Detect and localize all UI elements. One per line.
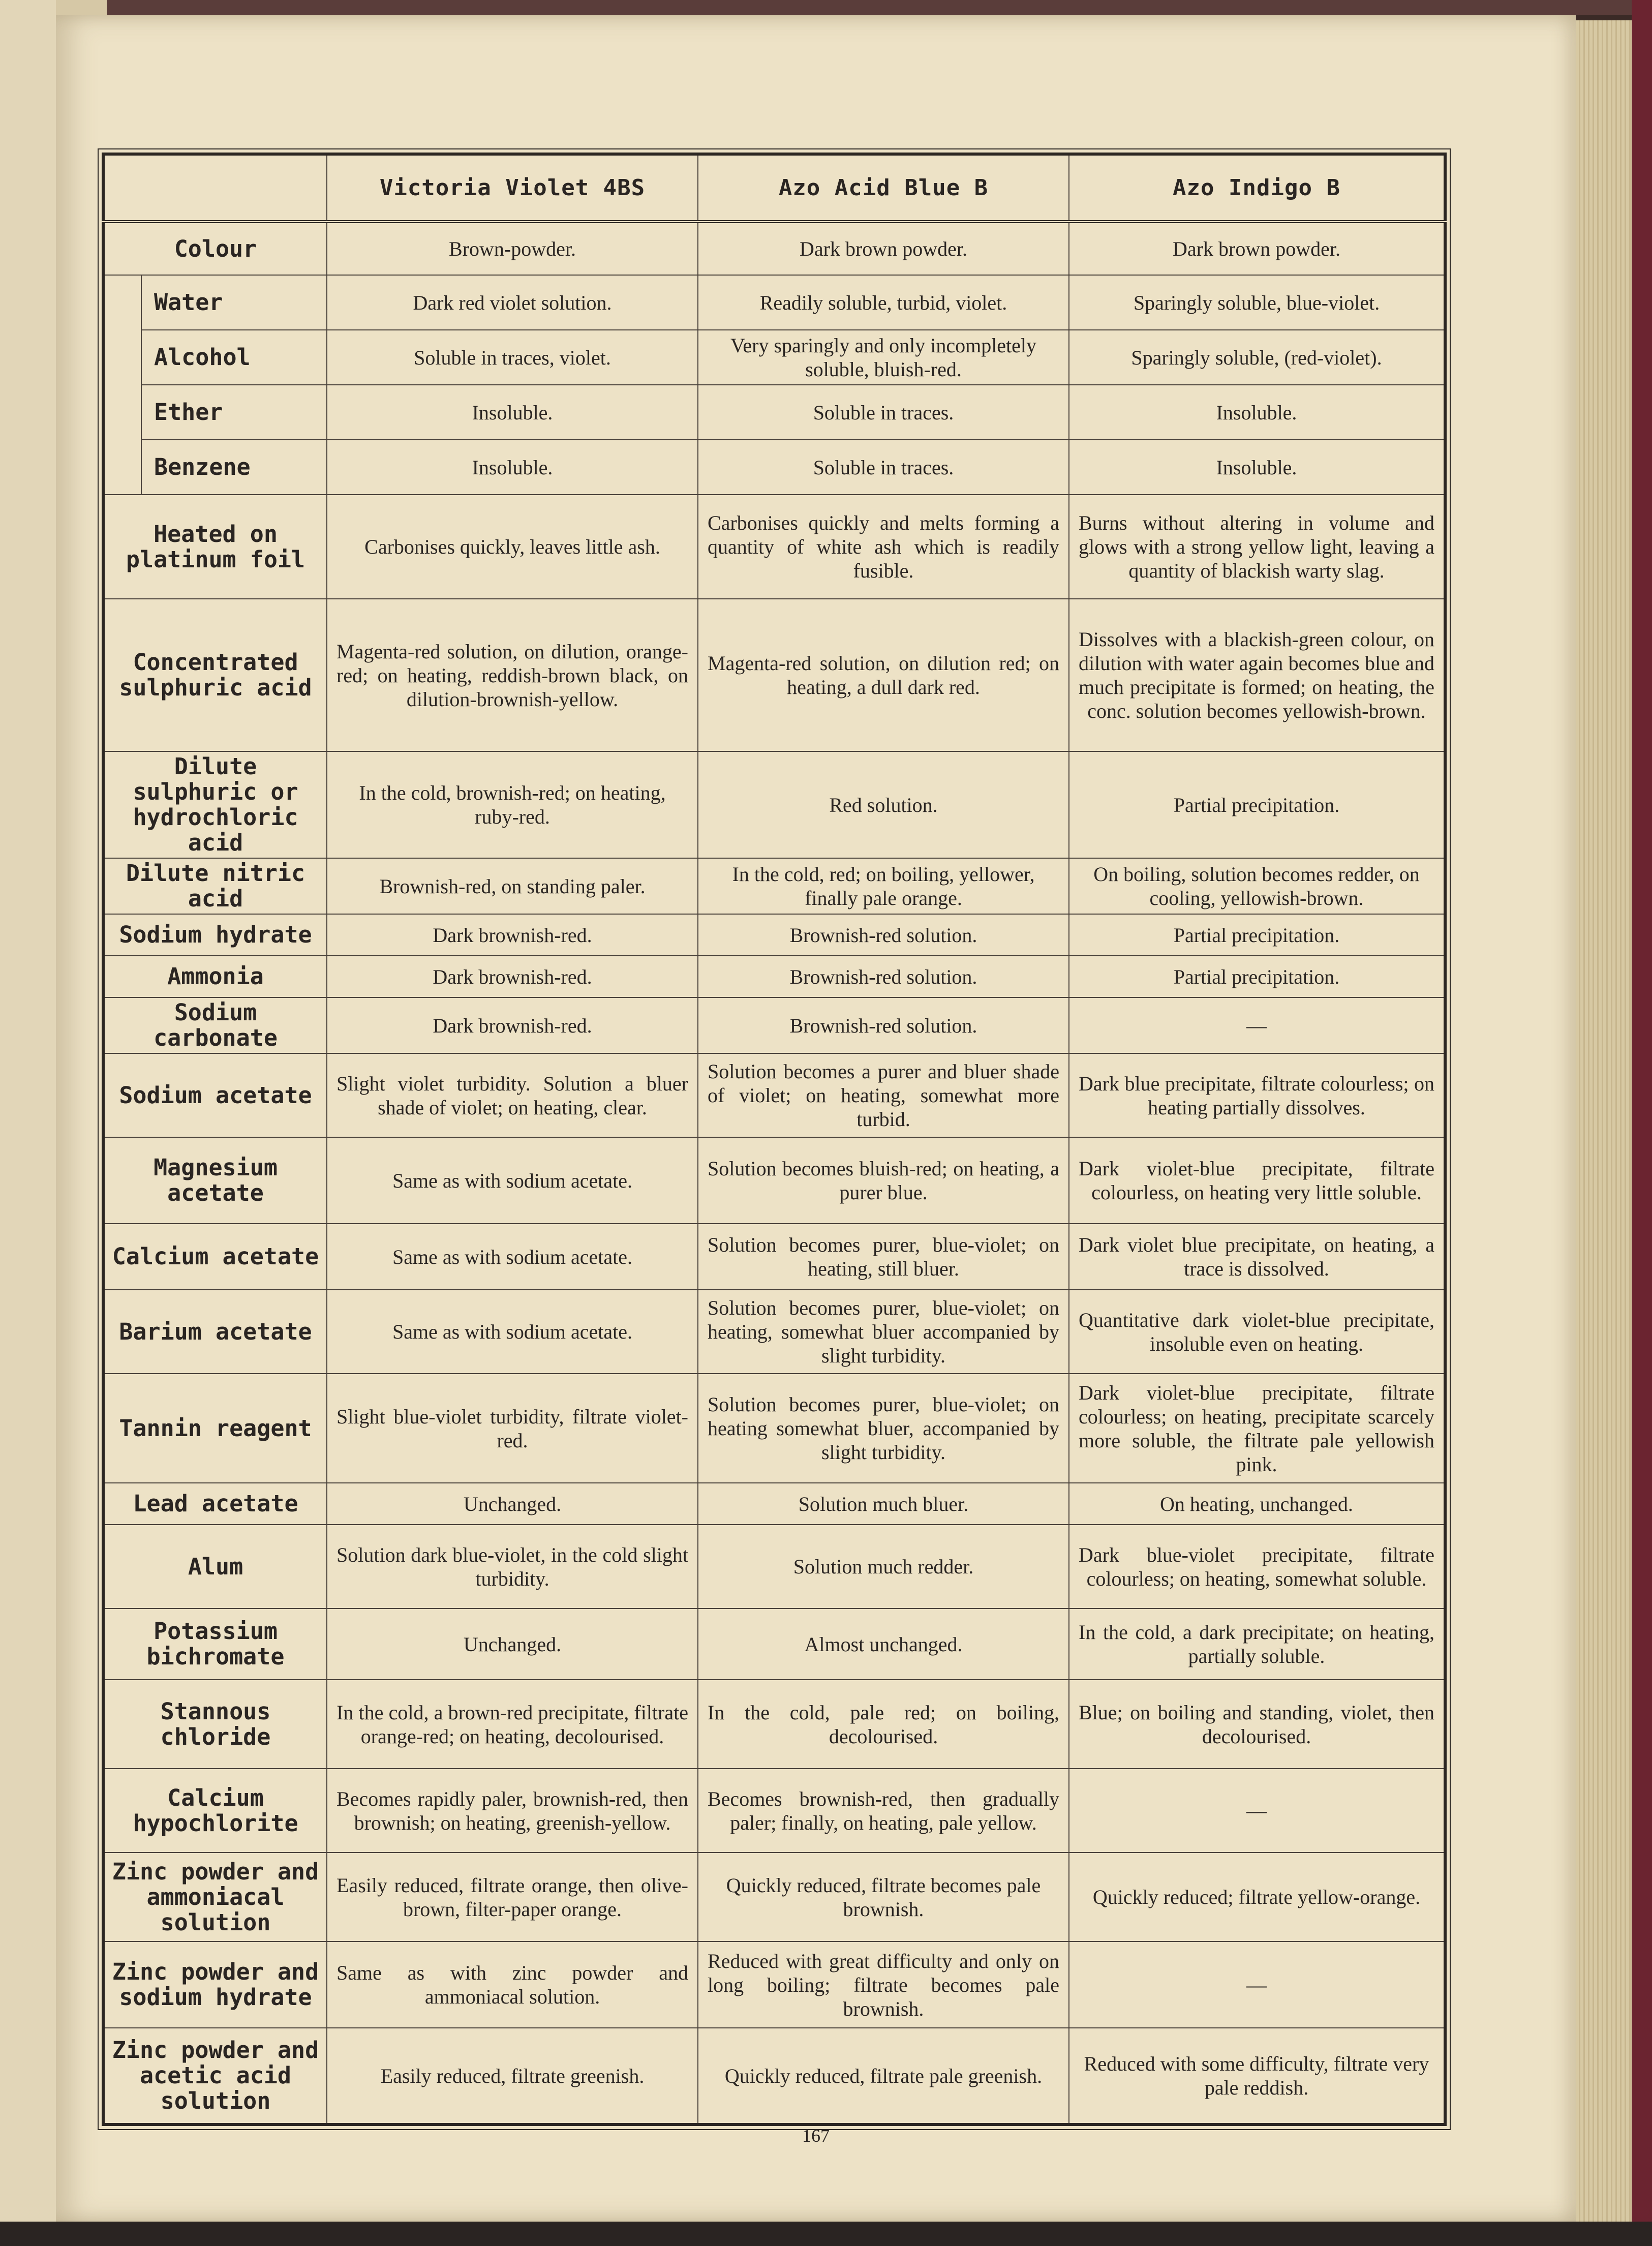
table-row bbox=[103, 275, 1445, 330]
table-row bbox=[103, 1941, 1445, 2028]
table-row bbox=[103, 858, 1445, 914]
row-label: Heated on platinum foil bbox=[103, 495, 327, 599]
cell-azo-acid-blue: Solution becomes purer, blue-violet; on heating somewhat bluer, accompanied by slight turbidity. bbox=[698, 1374, 1069, 1483]
row-label: Sodium acetate bbox=[103, 1053, 327, 1137]
cell-victoria-violet: Easily reduced, filtrate orange, then olive-brown, filter-paper orange. bbox=[327, 1853, 698, 1941]
cell-azo-acid-blue: Becomes brownish-red, then gradually paler; finally, on heating, pale yellow. bbox=[698, 1769, 1069, 1853]
row-label: Ammonia bbox=[103, 956, 327, 997]
cell-azo-indigo: Partial precipitation. bbox=[1069, 914, 1445, 956]
cell-azo-acid-blue: Brownish-red solution. bbox=[698, 914, 1069, 956]
cell-victoria-violet: Same as with sodium acetate. bbox=[327, 1224, 698, 1290]
table-row bbox=[103, 440, 1445, 495]
row-label: Concentrated sulphuric acid bbox=[103, 599, 327, 751]
table-row bbox=[103, 495, 1445, 599]
cell-azo-indigo: In the cold, a dark precipitate; on heating, partially soluble. bbox=[1069, 1608, 1445, 1680]
cell-victoria-violet: Same as with sodium acetate. bbox=[327, 1290, 698, 1374]
row-label: Colour bbox=[103, 222, 327, 275]
header-azo-acid-blue: Azo Acid Blue B bbox=[698, 154, 1069, 222]
cell-azo-acid-blue: Soluble in traces. bbox=[698, 385, 1069, 440]
book-cover-right bbox=[1632, 0, 1652, 2246]
cell-victoria-violet: Dark red violet solution. bbox=[327, 275, 698, 330]
cell-victoria-violet: Brown-powder. bbox=[327, 222, 698, 275]
row-label: Magnesium acetate bbox=[103, 1137, 327, 1224]
cell-victoria-violet: In the cold, brownish-red; on heating, ruby-red. bbox=[327, 751, 698, 858]
cell-azo-indigo: Dissolves with a blackish-green colour, on dilution with water again becomes blue and much precipitate is formed; on heating, the conc. solution becomes yellowish-brown. bbox=[1069, 599, 1445, 751]
cell-azo-indigo: On boiling, solution becomes redder, on cooling, yellowish-brown. bbox=[1069, 858, 1445, 914]
table-row bbox=[103, 751, 1445, 858]
row-label: Alum bbox=[103, 1525, 327, 1608]
cell-azo-acid-blue: Very sparingly and only incompletely soluble, bluish-red. bbox=[698, 330, 1069, 385]
cell-azo-acid-blue: Almost unchanged. bbox=[698, 1608, 1069, 1680]
cell-azo-indigo: Dark blue-violet precipitate, filtrate colourless; on heating, somewhat soluble. bbox=[1069, 1525, 1445, 1608]
cell-victoria-violet: Soluble in traces, violet. bbox=[327, 330, 698, 385]
cell-victoria-violet: Brownish-red, on standing paler. bbox=[327, 858, 698, 914]
table-row bbox=[103, 1053, 1445, 1137]
cell-victoria-violet: Insoluble. bbox=[327, 385, 698, 440]
cell-azo-acid-blue: Solution much redder. bbox=[698, 1525, 1069, 1608]
cell-azo-acid-blue: Soluble in traces. bbox=[698, 440, 1069, 495]
cell-azo-indigo: Sparingly soluble, blue-violet. bbox=[1069, 275, 1445, 330]
table-row bbox=[103, 997, 1445, 1053]
cell-azo-acid-blue: In the cold, pale red; on boiling, decolourised. bbox=[698, 1680, 1069, 1769]
cell-victoria-violet: In the cold, a brown-red precipitate, filtrate orange-red; on heating, decolourised. bbox=[327, 1680, 698, 1769]
table-row bbox=[103, 1137, 1445, 1224]
cell-azo-acid-blue: Solution much bluer. bbox=[698, 1483, 1069, 1525]
cell-azo-acid-blue: Magenta-red solution, on dilution red; on heating, a dull dark red. bbox=[698, 599, 1069, 751]
row-label: Sodium carbonate bbox=[103, 997, 327, 1053]
table-row bbox=[103, 914, 1445, 956]
cell-azo-indigo: — bbox=[1069, 1769, 1445, 1853]
cell-victoria-violet: Unchanged. bbox=[327, 1483, 698, 1525]
book-cover-top bbox=[0, 0, 1652, 15]
cell-azo-indigo: Sparingly soluble, (red-violet). bbox=[1069, 330, 1445, 385]
cell-azo-acid-blue: Solution becomes purer, blue-violet; on heating, somewhat bluer accompanied by slight turbidity. bbox=[698, 1290, 1069, 1374]
cell-azo-acid-blue: Brownish-red solution. bbox=[698, 997, 1069, 1053]
cell-victoria-violet: Dark brownish-red. bbox=[327, 956, 698, 997]
cell-azo-indigo: Blue; on boiling and standing, violet, then decolourised. bbox=[1069, 1680, 1445, 1769]
cell-azo-indigo: Dark brown powder. bbox=[1069, 222, 1445, 275]
cell-victoria-violet: Dark brownish-red. bbox=[327, 914, 698, 956]
cell-victoria-violet: Carbonises quickly, leaves little ash. bbox=[327, 495, 698, 599]
row-label: Potassium bichromate bbox=[103, 1608, 327, 1680]
row-label: Water bbox=[141, 275, 327, 330]
table-row bbox=[103, 956, 1445, 997]
cell-victoria-violet: Solution dark blue-violet, in the cold slight turbidity. bbox=[327, 1525, 698, 1608]
cell-azo-acid-blue: Dark brown powder. bbox=[698, 222, 1069, 275]
header-victoria-violet: Victoria Violet 4BS bbox=[327, 154, 698, 222]
row-label: Calcium hypochlorite bbox=[103, 1769, 327, 1853]
row-label: Lead acetate bbox=[103, 1483, 327, 1525]
page-edges bbox=[1576, 20, 1632, 2227]
cell-victoria-violet: Magenta-red solution, on dilution, orange-red; on heating, reddish-brown black, on dilution-brownish-yellow. bbox=[327, 599, 698, 751]
cell-victoria-violet: Easily reduced, filtrate greenish. bbox=[327, 2028, 698, 2124]
cell-azo-indigo: Dark blue precipitate, filtrate colourless; on heating partially dissolves. bbox=[1069, 1053, 1445, 1137]
row-label: Zinc powder and sodium hydrate bbox=[103, 1941, 327, 2028]
cell-azo-acid-blue: Reduced with great difficulty and only on long boiling; filtrate becomes pale brownish. bbox=[698, 1941, 1069, 2028]
cell-azo-indigo: Dark violet-blue precipitate, filtrate colourless, on heating very little soluble. bbox=[1069, 1137, 1445, 1224]
dye-reactions-table-wrapper bbox=[102, 153, 1444, 2114]
header-azo-indigo: Azo Indigo B bbox=[1069, 154, 1445, 222]
table-row bbox=[103, 330, 1445, 385]
cell-victoria-violet: Same as with zinc powder and ammoniacal solution. bbox=[327, 1941, 698, 2028]
cell-victoria-violet: Slight violet turbidity. Solution a bluer shade of violet; on heating, clear. bbox=[327, 1053, 698, 1137]
cell-azo-indigo: Insoluble. bbox=[1069, 385, 1445, 440]
table-row bbox=[103, 385, 1445, 440]
row-label: Benzene bbox=[141, 440, 327, 495]
cell-azo-indigo: — bbox=[1069, 1941, 1445, 2028]
row-label: Dilute nitric acid bbox=[103, 858, 327, 914]
cell-azo-acid-blue: Red solution. bbox=[698, 751, 1069, 858]
cell-azo-indigo: Quantitative dark violet-blue precipitate, insoluble even on heating. bbox=[1069, 1290, 1445, 1374]
row-label: Barium acetate bbox=[103, 1290, 327, 1374]
cell-azo-indigo: Reduced with some difficulty, filtrate very pale reddish. bbox=[1069, 2028, 1445, 2124]
table-row bbox=[103, 1608, 1445, 1680]
table-row bbox=[103, 1525, 1445, 1608]
cell-azo-acid-blue: In the cold, red; on boiling, yellower, finally pale orange. bbox=[698, 858, 1069, 914]
book-cover-bottom bbox=[0, 2222, 1652, 2246]
table-row bbox=[103, 222, 1445, 275]
cell-azo-acid-blue: Solution becomes a purer and bluer shade of violet; on heating, somewhat more turbid. bbox=[698, 1053, 1069, 1137]
row-label: Stannous chloride bbox=[103, 1680, 327, 1769]
table-row bbox=[103, 1680, 1445, 1769]
row-label: Zinc powder and ammoniacal solution bbox=[103, 1853, 327, 1941]
cell-victoria-violet: Insoluble. bbox=[327, 440, 698, 495]
table-row bbox=[103, 599, 1445, 751]
row-label: Zinc powder and acetic acid solution bbox=[103, 2028, 327, 2124]
header-row bbox=[103, 154, 1445, 222]
cell-victoria-violet: Becomes rapidly paler, brownish-red, then brownish; on heating, greenish-yellow. bbox=[327, 1769, 698, 1853]
cell-azo-acid-blue: Readily soluble, turbid, violet. bbox=[698, 275, 1069, 330]
cell-azo-acid-blue: Quickly reduced, filtrate becomes pale brownish. bbox=[698, 1853, 1069, 1941]
dye-reactions-table bbox=[102, 153, 1447, 2126]
cell-azo-indigo: Burns without altering in volume and glows with a strong yellow light, leaving a quantity of blackish warty slag. bbox=[1069, 495, 1445, 599]
table-row bbox=[103, 1224, 1445, 1290]
table-row bbox=[103, 1483, 1445, 1525]
header-blank-cell bbox=[103, 154, 327, 222]
cell-azo-acid-blue: Solution becomes purer, blue-violet; on heating, still bluer. bbox=[698, 1224, 1069, 1290]
cell-azo-acid-blue: Quickly reduced, filtrate pale greenish. bbox=[698, 2028, 1069, 2124]
row-label: Ether bbox=[141, 385, 327, 440]
cell-victoria-violet: Dark brownish-red. bbox=[327, 997, 698, 1053]
solubility-group-label bbox=[103, 275, 141, 495]
row-label: Dilute sulphuric or hydrochloric acid bbox=[103, 751, 327, 858]
table-row bbox=[103, 1769, 1445, 1853]
cell-azo-indigo: Dark violet-blue precipitate, filtrate colourless; on heating, precipitate scarcely more soluble, the filtrate pale yellowish pink. bbox=[1069, 1374, 1445, 1483]
cell-azo-indigo: Dark violet blue precipitate, on heating, a trace is dissolved. bbox=[1069, 1224, 1445, 1290]
page-number: 167 bbox=[802, 2126, 830, 2146]
table-row bbox=[103, 1290, 1445, 1374]
row-label: Sodium hydrate bbox=[103, 914, 327, 956]
cell-azo-acid-blue: Solution becomes bluish-red; on heating, a purer blue. bbox=[698, 1137, 1069, 1224]
cell-victoria-violet: Slight blue-violet turbidity, filtrate violet-red. bbox=[327, 1374, 698, 1483]
cell-azo-indigo: — bbox=[1069, 997, 1445, 1053]
cell-azo-indigo: Partial precipitation. bbox=[1069, 956, 1445, 997]
cell-azo-acid-blue: Carbonises quickly and melts forming a quantity of white ash which is readily fusible. bbox=[698, 495, 1069, 599]
cell-azo-indigo: On heating, unchanged. bbox=[1069, 1483, 1445, 1525]
cell-azo-acid-blue: Brownish-red solution. bbox=[698, 956, 1069, 997]
cell-azo-indigo: Quickly reduced; filtrate yellow-orange. bbox=[1069, 1853, 1445, 1941]
table-row bbox=[103, 2028, 1445, 2124]
table-row bbox=[103, 1374, 1445, 1483]
table-row bbox=[103, 1853, 1445, 1941]
cell-azo-indigo: Insoluble. bbox=[1069, 440, 1445, 495]
row-label: Calcium acetate bbox=[103, 1224, 327, 1290]
cell-victoria-violet: Unchanged. bbox=[327, 1608, 698, 1680]
cell-victoria-violet: Same as with sodium acetate. bbox=[327, 1137, 698, 1224]
row-label: Tannin reagent bbox=[103, 1374, 327, 1483]
row-label: Alcohol bbox=[141, 330, 327, 385]
cell-azo-indigo: Partial precipitation. bbox=[1069, 751, 1445, 858]
